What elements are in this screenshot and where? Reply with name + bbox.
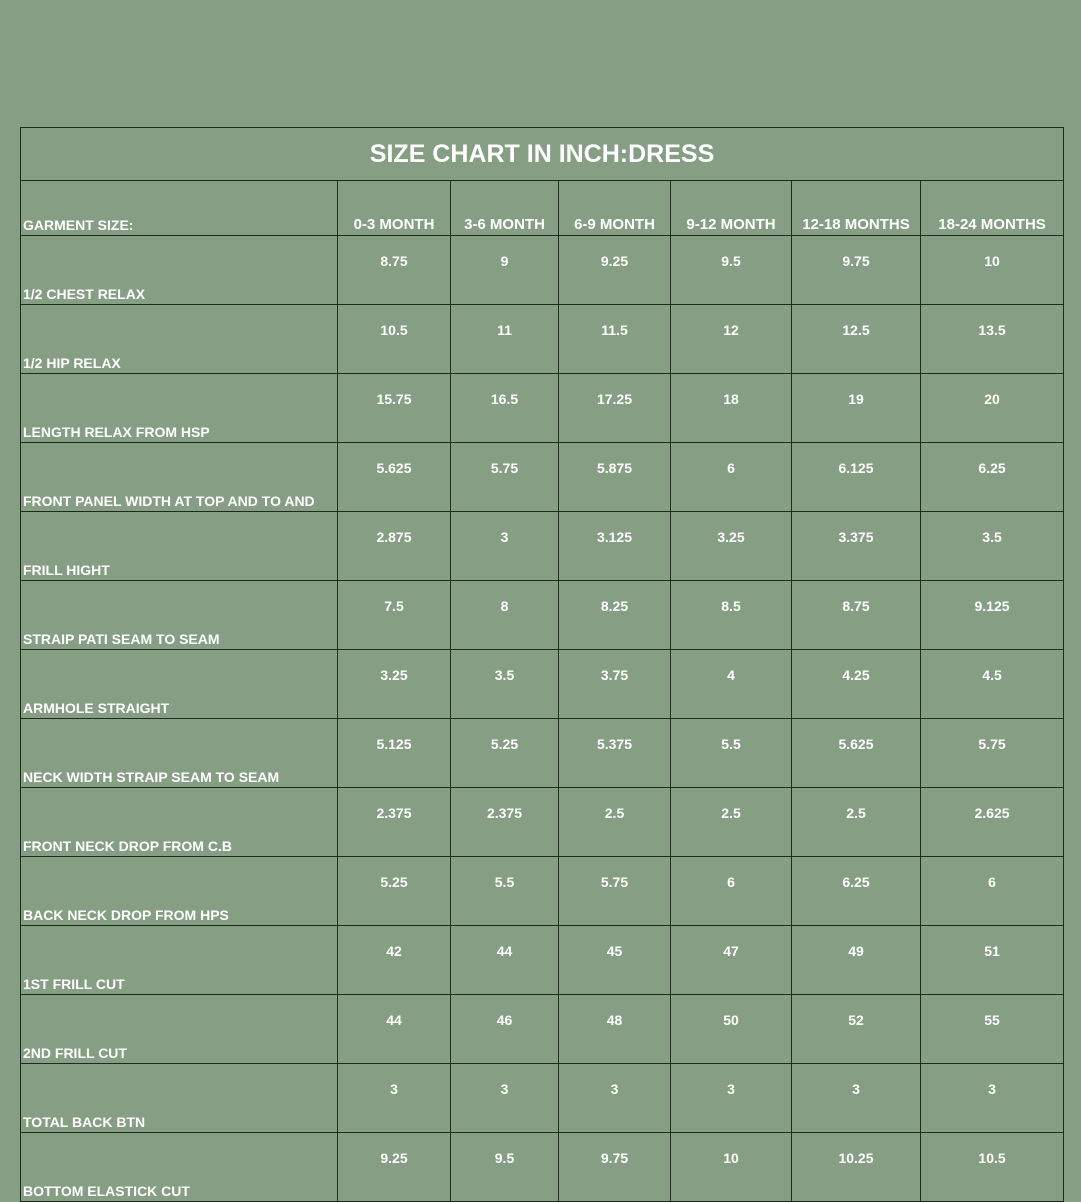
measurement-value: 48 — [559, 995, 671, 1064]
measurement-value: 2.875 — [338, 512, 451, 581]
size-header: 18-24 MONTHS — [921, 181, 1064, 236]
size-header: 3-6 MONTH — [451, 181, 559, 236]
size-header: 12-18 MONTHS — [792, 181, 921, 236]
measurement-value: 2.5 — [792, 788, 921, 857]
row-label: TOTAL BACK BTN — [21, 1064, 338, 1133]
size-chart-table — [20, 127, 1064, 1202]
measurement-value: 19 — [792, 374, 921, 443]
measurement-value: 5.375 — [559, 719, 671, 788]
row-label: NECK WIDTH STRAIP SEAM TO SEAM — [21, 719, 338, 788]
measurement-value: 3.25 — [671, 512, 792, 581]
measurement-value: 3.5 — [451, 650, 559, 719]
measurement-value: 3 — [921, 1064, 1064, 1133]
table-row — [21, 926, 1064, 995]
measurement-value: 5.25 — [451, 719, 559, 788]
measurement-value: 3.5 — [921, 512, 1064, 581]
table-row — [21, 788, 1064, 857]
measurement-value: 18 — [671, 374, 792, 443]
measurement-value: 12 — [671, 305, 792, 374]
measurement-value: 8.75 — [792, 581, 921, 650]
table-row — [21, 581, 1064, 650]
measurement-value: 11.5 — [559, 305, 671, 374]
row-label: LENGTH RELAX FROM HSP — [21, 374, 338, 443]
measurement-value: 3.75 — [559, 650, 671, 719]
measurement-value: 8 — [451, 581, 559, 650]
measurement-value: 6.25 — [921, 443, 1064, 512]
measurement-value: 3.25 — [338, 650, 451, 719]
measurement-value: 9.75 — [792, 236, 921, 305]
measurement-value: 10 — [921, 236, 1064, 305]
measurement-value: 47 — [671, 926, 792, 995]
measurement-value: 9.25 — [338, 1133, 451, 1202]
measurement-value: 9.75 — [559, 1133, 671, 1202]
table-row — [21, 857, 1064, 926]
measurement-value: 9.5 — [671, 236, 792, 305]
measurement-value: 8.5 — [671, 581, 792, 650]
measurement-value: 44 — [338, 995, 451, 1064]
title-row — [21, 128, 1064, 181]
measurement-value: 2.625 — [921, 788, 1064, 857]
measurement-value: 3 — [451, 1064, 559, 1133]
row-label: FRILL HIGHT — [21, 512, 338, 581]
measurement-value: 6 — [671, 857, 792, 926]
measurement-value: 55 — [921, 995, 1064, 1064]
measurement-value: 20 — [921, 374, 1064, 443]
measurement-value: 17.25 — [559, 374, 671, 443]
measurement-value: 6.125 — [792, 443, 921, 512]
measurement-value: 46 — [451, 995, 559, 1064]
measurement-value: 3 — [792, 1064, 921, 1133]
measurement-value: 15.75 — [338, 374, 451, 443]
measurement-value: 3.125 — [559, 512, 671, 581]
measurement-value: 13.5 — [921, 305, 1064, 374]
measurement-value: 10.25 — [792, 1133, 921, 1202]
measurement-value: 9.125 — [921, 581, 1064, 650]
row-label: 2ND FRILL CUT — [21, 995, 338, 1064]
row-label: BOTTOM ELASTICK CUT — [21, 1133, 338, 1202]
measurement-value: 3 — [559, 1064, 671, 1133]
row-label: STRAIP PATI SEAM TO SEAM — [21, 581, 338, 650]
measurement-value: 45 — [559, 926, 671, 995]
measurement-value: 52 — [792, 995, 921, 1064]
measurement-value: 5.5 — [451, 857, 559, 926]
measurement-value: 6.25 — [792, 857, 921, 926]
measurement-value: 3 — [451, 512, 559, 581]
measurement-value: 2.5 — [559, 788, 671, 857]
row-label: 1/2 HIP RELAX — [21, 305, 338, 374]
row-label: BACK NECK DROP FROM HPS — [21, 857, 338, 926]
measurement-value: 5.75 — [451, 443, 559, 512]
measurement-value: 7.5 — [338, 581, 451, 650]
table-row — [21, 995, 1064, 1064]
table-row — [21, 305, 1064, 374]
measurement-value: 12.5 — [792, 305, 921, 374]
measurement-value: 9 — [451, 236, 559, 305]
measurement-value: 9.25 — [559, 236, 671, 305]
row-label: FRONT NECK DROP FROM C.B — [21, 788, 338, 857]
measurement-value: 10.5 — [338, 305, 451, 374]
table-row — [21, 1064, 1064, 1133]
table-row — [21, 443, 1064, 512]
table-row — [21, 374, 1064, 443]
measurement-value: 4 — [671, 650, 792, 719]
size-header: 6-9 MONTH — [559, 181, 671, 236]
measurement-value: 50 — [671, 995, 792, 1064]
measurement-value: 2.5 — [671, 788, 792, 857]
measurement-value: 3 — [338, 1064, 451, 1133]
measurement-value: 3 — [671, 1064, 792, 1133]
row-label: FRONT PANEL WIDTH AT TOP AND TO AND — [21, 443, 338, 512]
measurement-value: 4.5 — [921, 650, 1064, 719]
measurement-value: 5.125 — [338, 719, 451, 788]
size-header: 9-12 MONTH — [671, 181, 792, 236]
measurement-value: 16.5 — [451, 374, 559, 443]
table-row — [21, 650, 1064, 719]
chart-title: SIZE CHART IN INCH:DRESS — [21, 128, 1064, 181]
measurement-value: 42 — [338, 926, 451, 995]
table-row — [21, 719, 1064, 788]
row-label: 1/2 CHEST RELAX — [21, 236, 338, 305]
measurement-value: 5.5 — [671, 719, 792, 788]
size-header: 0-3 MONTH — [338, 181, 451, 236]
measurement-value: 5.625 — [338, 443, 451, 512]
measurement-value: 2.375 — [338, 788, 451, 857]
measurement-value: 4.25 — [792, 650, 921, 719]
measurement-value: 5.625 — [792, 719, 921, 788]
measurement-value: 3.375 — [792, 512, 921, 581]
measurement-value: 49 — [792, 926, 921, 995]
row-label: 1ST FRILL CUT — [21, 926, 338, 995]
measurement-value: 8.75 — [338, 236, 451, 305]
measurement-value: 10.5 — [921, 1133, 1064, 1202]
measurement-value: 6 — [921, 857, 1064, 926]
header-row — [21, 181, 1064, 236]
measurement-value: 5.75 — [559, 857, 671, 926]
measurement-value: 11 — [451, 305, 559, 374]
measurement-value: 5.25 — [338, 857, 451, 926]
measurement-value: 9.5 — [451, 1133, 559, 1202]
table-row — [21, 236, 1064, 305]
measurement-value: 51 — [921, 926, 1064, 995]
measurement-value: 6 — [671, 443, 792, 512]
measurement-value: 10 — [671, 1133, 792, 1202]
measurement-value: 8.25 — [559, 581, 671, 650]
measurement-value: 5.875 — [559, 443, 671, 512]
measurement-value: 5.75 — [921, 719, 1064, 788]
table-row — [21, 1133, 1064, 1202]
measurement-value: 2.375 — [451, 788, 559, 857]
measurement-value: 44 — [451, 926, 559, 995]
table-row — [21, 512, 1064, 581]
header-label: GARMENT SIZE: — [21, 181, 338, 236]
row-label: ARMHOLE STRAIGHT — [21, 650, 338, 719]
